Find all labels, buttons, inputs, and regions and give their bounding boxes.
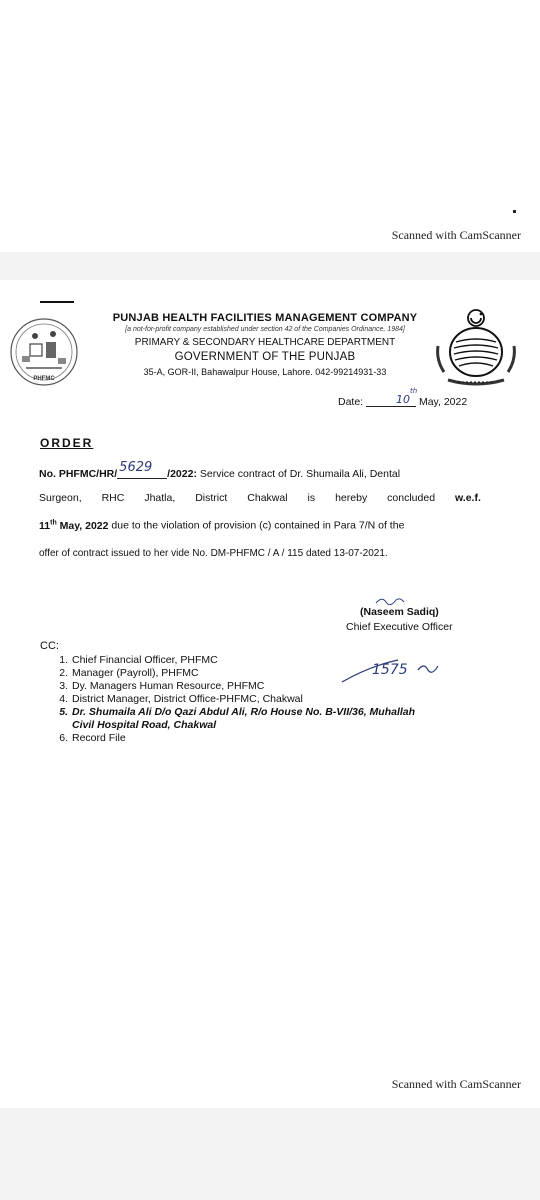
initials-number: 1575 bbox=[372, 662, 408, 678]
signature-scribble bbox=[372, 594, 422, 606]
logo-left-lettering: PHFMC bbox=[33, 376, 55, 382]
order-word: Surgeon, bbox=[39, 492, 82, 504]
government-of-punjab-emblem bbox=[430, 308, 524, 390]
order-line-1-text: Service contract of Dr. Shumaila Ali, Dental bbox=[199, 468, 401, 480]
cc-item bbox=[40, 706, 415, 732]
order-ref-number-blank bbox=[117, 460, 167, 479]
previous-page-fragment bbox=[0, 0, 540, 252]
department-name: PRIMARY & SECONDARY HEALTHCARE DEPARTMENT bbox=[134, 337, 396, 348]
office-address: 35-A, GOR-II, Bahawalpur House, Lahore. 042-99214931-33 bbox=[143, 367, 387, 377]
order-document-page bbox=[0, 280, 540, 1108]
cc-item-text: Manager (Payroll), PHFMC bbox=[72, 667, 199, 679]
header-stroke bbox=[40, 301, 74, 303]
order-line-1 bbox=[39, 460, 481, 480]
cc-item-number: 2. bbox=[59, 667, 68, 679]
cc-item-number: 3. bbox=[59, 680, 68, 692]
order-date bbox=[338, 387, 468, 408]
order-line-3 bbox=[39, 519, 481, 532]
order-heading: ORDER bbox=[40, 436, 94, 450]
order-ref-suffix: /2022: bbox=[167, 468, 197, 480]
date-label: Date: bbox=[338, 396, 364, 408]
handwritten-initials bbox=[340, 652, 460, 690]
order-word: concluded bbox=[387, 492, 436, 504]
signatory-title: Chief Executive Officer bbox=[346, 621, 453, 633]
order-word: is bbox=[307, 492, 316, 504]
effective-date-day: 11 bbox=[39, 519, 51, 532]
effective-from-label: w.e.f. bbox=[455, 492, 481, 504]
cc-item-text: Chief Financial Officer, PHFMC bbox=[72, 654, 218, 666]
date-month-year: May, 2022 bbox=[418, 396, 468, 408]
signatory-name: (Naseem Sadiq) bbox=[360, 606, 439, 618]
date-handwritten-day: 10 bbox=[396, 393, 411, 406]
order-word: hereby bbox=[335, 492, 368, 504]
camscanner-watermark-bottom: Scanned with CamScanner bbox=[391, 1077, 521, 1091]
order-ref-prefix: No. PHFMC/HR/ bbox=[39, 468, 118, 480]
order-word: RHC bbox=[101, 492, 125, 504]
company-legal-note: [a not-for-profit company established under section 42 of the Companies Ordinance, 1984] bbox=[125, 326, 405, 333]
order-word: District bbox=[195, 492, 228, 504]
company-name: PUNJAB HEALTH FACILITIES MANAGEMENT COMPANY bbox=[112, 312, 418, 324]
cc-label: CC: bbox=[40, 640, 59, 652]
date-handwritten-suffix: th bbox=[410, 387, 418, 395]
phfmc-logo bbox=[8, 312, 80, 390]
order-word: Chakwal bbox=[247, 492, 288, 504]
cc-item-text: District Manager, District Office-PHFMC, Chakwal bbox=[72, 693, 303, 705]
cc-item-text: Dr. Shumaila Ali D/o Qazi Abdul Ali, R/o House No. B-VII/36, Muhallah Civil Hospital Road, Chakwal bbox=[72, 706, 416, 731]
effective-date-suffix: th bbox=[50, 519, 57, 526]
scan-speck bbox=[513, 210, 516, 213]
cc-item bbox=[40, 693, 415, 706]
cc-item-number: 1. bbox=[59, 654, 68, 666]
cc-item-number: 6. bbox=[59, 732, 68, 744]
order-word: Jhatla, bbox=[144, 492, 176, 504]
cc-item-number: 4. bbox=[59, 693, 68, 705]
effective-date bbox=[39, 520, 108, 532]
cc-item bbox=[40, 732, 415, 745]
order-line-3-text: due to the violation of provision (c) contained in Para 7/N of the bbox=[108, 519, 405, 532]
order-line-4: offer of contract issued to her vide No. DM-PHFMC / A / 115 dated 13-07-2021. bbox=[39, 548, 388, 559]
cc-item-text: Dy. Managers Human Resource, PHFMC bbox=[72, 680, 265, 692]
cc-item-text: Record File bbox=[72, 732, 126, 744]
date-blank bbox=[366, 387, 418, 407]
cc-item-number: 5. bbox=[59, 706, 68, 718]
effective-date-month-year: May, 2022 bbox=[56, 519, 109, 532]
order-line-2 bbox=[39, 492, 481, 504]
government-name: GOVERNMENT OF THE PUNJAB bbox=[174, 351, 356, 363]
order-ref-number-handwritten: 5629 bbox=[119, 460, 153, 475]
camscanner-watermark-top: Scanned with CamScanner bbox=[391, 228, 521, 242]
